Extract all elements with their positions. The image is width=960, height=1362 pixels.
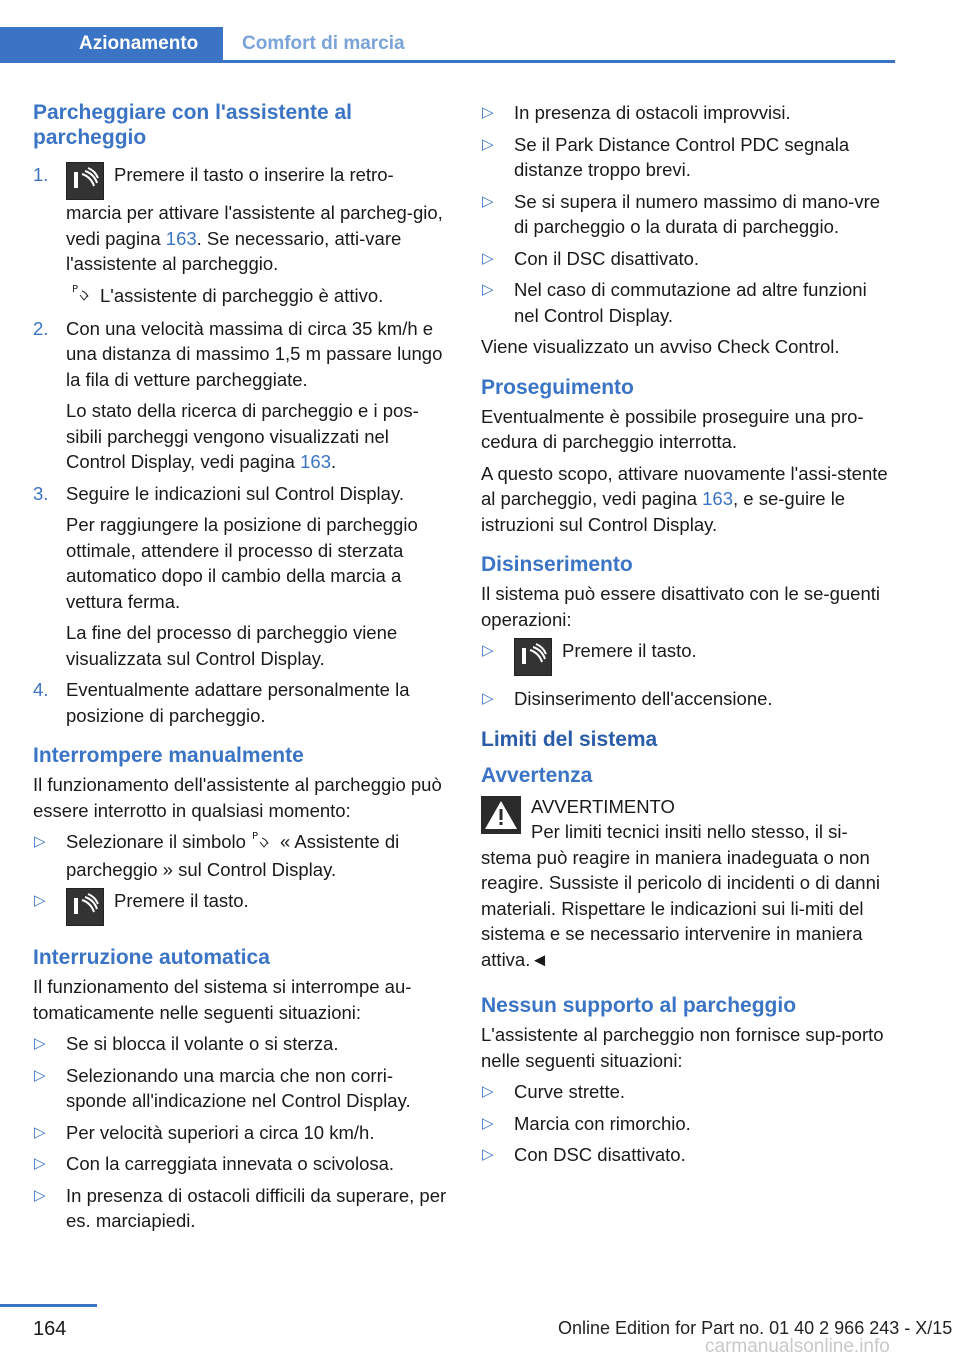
paragraph-text: , e se-guire le istruzioni sul Control Display. <box>481 488 846 535</box>
triangle-bullet-icon: ▷ <box>482 281 494 298</box>
bullet-item <box>481 246 896 272</box>
park-assist-button-icon <box>514 638 552 676</box>
footer-rule <box>0 1304 97 1307</box>
triangle-bullet-icon: ▷ <box>34 1066 46 1084</box>
bullet-text: Con la carreggiata innevata o scivolosa. <box>66 1153 395 1175</box>
edition-text: Online Edition for Part no. 01 40 2 966 243 - X/15 <box>558 1318 953 1338</box>
bullet-item <box>33 888 448 930</box>
step-number: 4. <box>33 679 49 701</box>
paragraph: Il sistema può essere disattivato con le se-guenti operazioni: <box>481 583 880 630</box>
bullet-item <box>481 1142 896 1168</box>
page-link[interactable]: 163 <box>702 488 734 509</box>
bullet-text: Con DSC disattivato. <box>514 1144 686 1165</box>
bullet-text: « Assistente di parcheggio » sul Control Display. <box>66 831 400 880</box>
subheading-auto: Interruzione automatica <box>33 946 270 970</box>
bullet-item <box>481 638 896 680</box>
step-text: Eventualmente adattare personalmente la posizione di parcheggio. <box>66 679 410 726</box>
bullet-text: Premere il tasto. <box>562 640 697 661</box>
triangle-bullet-icon: ▷ <box>34 833 46 851</box>
bullet-text: Nel caso di commutazione ad altre funzioni nel Control Display. <box>514 279 867 326</box>
step-number: 3. <box>33 482 49 504</box>
watermark: carmanualsonline.info <box>705 1336 890 1357</box>
bullet-text: Curve strette. <box>514 1081 626 1102</box>
bullet-text: Marcia con rimorchio. <box>514 1112 691 1134</box>
bullet-item <box>481 1079 896 1105</box>
triangle-bullet-icon: ▷ <box>482 690 494 707</box>
step-3 <box>33 481 448 672</box>
page-link[interactable]: 163 <box>300 451 331 473</box>
subheading-manual: Interrompere manualmente <box>33 744 304 768</box>
paragraph: Il funzionamento dell'assistente al parcheggio può essere interrotto in qualsiasi momento: <box>33 774 442 821</box>
bullet-item <box>481 132 896 183</box>
step-text: . Se necessario, atti-vare l'assistente al parcheggio. <box>66 227 402 274</box>
svg-text:P: P <box>251 831 258 843</box>
triangle-bullet-icon: ▷ <box>482 192 494 210</box>
park-assist-button-icon <box>66 888 104 926</box>
step-1 <box>33 162 448 310</box>
bullet-text: Se si blocca il volante o si sterza. <box>66 1033 339 1055</box>
bullet-text: Disinserimento dell'accensione. <box>514 688 773 709</box>
bullet-item <box>33 1120 448 1146</box>
svg-text:P: P <box>72 284 79 296</box>
park-assist-button-icon <box>66 162 104 200</box>
subheading-continue: Proseguimento <box>481 375 634 399</box>
subheading-limits: Limiti del sistema <box>481 727 658 751</box>
step-text: Per raggiungere la posizione di parcheggio ottimale, attendere il processo di sterzata automatico dopo il cambio della marcia a vettura ferma. <box>66 514 418 612</box>
paragraph: Il funzionamento del sistema si interrompe au-tomaticamente nelle seguenti situazioni: <box>33 976 412 1023</box>
triangle-bullet-icon: ▷ <box>482 1083 494 1100</box>
step-number: 1. <box>33 164 49 185</box>
triangle-bullet-icon: ▷ <box>482 1146 494 1163</box>
bullet-text: Premere il tasto. <box>114 890 249 912</box>
left-column <box>33 100 448 1240</box>
warning-block <box>481 794 896 820</box>
step-4 <box>33 677 448 728</box>
triangle-bullet-icon: ▷ <box>34 1186 46 1204</box>
step-text: Seguire le indicazioni sul Control Display. <box>66 482 404 504</box>
park-assist-symbol-icon <box>252 830 274 857</box>
subheading-nosupport: Nessun supporto al parcheggio <box>481 994 797 1017</box>
bullet-item <box>33 1031 448 1057</box>
step-number: 2. <box>33 317 49 339</box>
right-column <box>481 100 896 1174</box>
subheading-off: Disinserimento <box>481 553 633 576</box>
paragraph: L'assistente al parcheggio non fornisce sup-porto nelle seguenti situazioni: <box>481 1024 884 1071</box>
subheading-warning: Avvertenza <box>481 763 593 787</box>
park-assist-symbol-icon <box>72 283 94 310</box>
page-number: 164 <box>33 1318 67 1340</box>
bullet-item <box>33 829 448 882</box>
triangle-bullet-icon: ▷ <box>482 1114 494 1132</box>
paragraph: Viene visualizzato un avviso Check Control. <box>481 336 840 357</box>
bullet-text: In presenza di ostacoli difficili da superare, per es. marciapiedi. <box>66 1184 447 1232</box>
bullet-text: Selezionare il simbolo <box>66 831 246 853</box>
warning-text-block <box>481 819 896 972</box>
step-text: La fine del processo di parcheggio viene visualizzata sul Control Display. <box>66 622 398 669</box>
bullet-item <box>33 1183 448 1234</box>
status-note: L'assistente di parcheggio è attivo. <box>100 284 384 306</box>
bullet-item <box>481 686 896 712</box>
tab-azionamento[interactable]: Azionamento <box>0 27 223 61</box>
triangle-bullet-icon: ▷ <box>34 1035 46 1053</box>
tab-comfort-di-marcia[interactable]: Comfort di marcia <box>242 33 405 54</box>
triangle-bullet-icon: ▷ <box>34 892 46 910</box>
triangle-bullet-icon: ▷ <box>34 1123 46 1141</box>
step-text: Premere il tasto o inserire la retro-marcia per attivare l'assistente al parcheg-gio, vedi pagina <box>66 164 443 249</box>
bullet-item <box>481 277 896 328</box>
bullet-text: Se il Park Distance Control PDC segnala distanze troppo brevi. <box>514 133 850 180</box>
bullet-item <box>481 189 896 240</box>
step-2 <box>33 316 448 475</box>
paragraph-text: A questo scopo, attivare nuovamente l'assi-stente al parcheggio, vedi pagina <box>481 462 888 509</box>
bullet-text: Con il DSC disattivato. <box>514 247 700 269</box>
warning-text: Per limiti tecnici insiti nello stesso, il si-stema può reagire in maniera inadeguata o non reagire. Sussiste il pericolo di incidenti o di danni materiali. Rispettare le indicazioni sui li-miti del sistema e se necessario intervenire in maniera attiva.◄ <box>481 821 880 970</box>
triangle-bullet-icon: ▷ <box>482 249 494 267</box>
warning-triangle-icon <box>481 796 521 834</box>
triangle-bullet-icon: ▷ <box>482 104 494 121</box>
step-text: Con una velocità massima di circa 35 km/h e una distanza di massimo 1,5 m passare lungo la fila di vetture parcheggiate. <box>66 317 443 390</box>
triangle-bullet-icon: ▷ <box>34 1155 46 1173</box>
bullet-text: Selezionando una marcia che non corri-sponde all'indicazione nel Control Display. <box>66 1064 411 1112</box>
bullet-item <box>33 1151 448 1177</box>
bullet-item <box>481 1111 896 1137</box>
period: . <box>331 451 337 473</box>
step-text: Lo stato della ricerca di parcheggio e i pos-sibili parcheggi vengono visualizzati nel Control Display, vedi pagina <box>66 400 419 473</box>
triangle-bullet-icon: ▷ <box>482 642 494 659</box>
page-link[interactable]: 163 <box>165 227 197 249</box>
bullet-text: Per velocità superiori a circa 10 km/h. <box>66 1121 375 1143</box>
bullet-item <box>33 1063 448 1114</box>
bullet-text: Se si supera il numero massimo di mano-vre di parcheggio o la durata di parcheggio. <box>514 190 881 237</box>
bullet-item <box>481 100 896 126</box>
triangle-bullet-icon: ▷ <box>482 135 494 153</box>
bullet-text: In presenza di ostacoli improvvisi. <box>514 102 791 123</box>
paragraph: Eventualmente è possibile proseguire una pro-cedura di parcheggio interrotta. <box>481 405 864 452</box>
warning-heading: AVVERTIMENTO <box>531 795 675 817</box>
paragraph <box>481 461 896 538</box>
section-title: Parcheggiare con l'assistente al parcheggio <box>33 101 352 149</box>
